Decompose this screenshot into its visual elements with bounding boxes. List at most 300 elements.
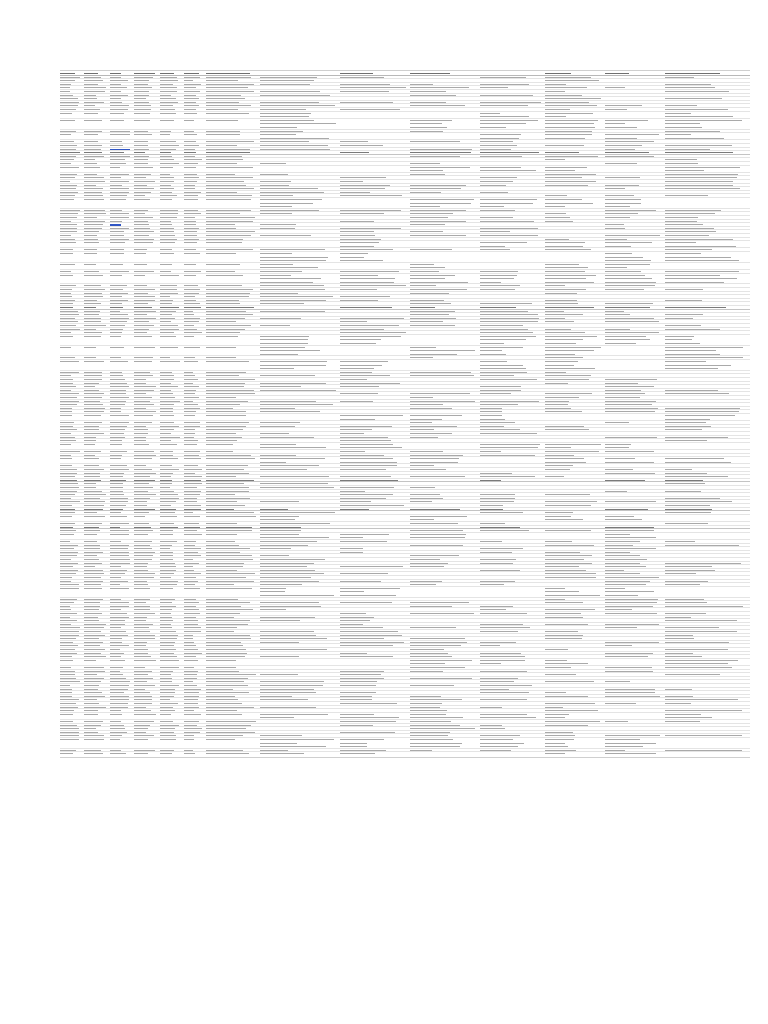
cell-text bbox=[260, 714, 328, 715]
table-cell bbox=[134, 752, 158, 758]
cell-text bbox=[340, 365, 382, 366]
cell-text bbox=[110, 660, 125, 661]
table-cell bbox=[665, 346, 745, 356]
cell-text bbox=[160, 753, 172, 754]
cell-text bbox=[665, 113, 691, 114]
table-cell bbox=[206, 587, 258, 597]
cell-text bbox=[545, 660, 567, 661]
cell-text bbox=[665, 714, 701, 715]
table-cell bbox=[184, 252, 204, 262]
table-cell bbox=[160, 274, 182, 284]
cell-text bbox=[84, 753, 103, 754]
cell-text bbox=[605, 588, 625, 589]
cell-text bbox=[160, 415, 174, 416]
cell-text bbox=[605, 591, 654, 592]
cell-text bbox=[480, 347, 523, 348]
table-cell bbox=[184, 587, 204, 597]
cell-text bbox=[206, 167, 253, 168]
cell-text bbox=[134, 415, 153, 416]
cell-text bbox=[184, 134, 197, 135]
cell-text bbox=[110, 275, 122, 276]
cell-text bbox=[84, 588, 102, 589]
table-cell bbox=[60, 274, 82, 284]
cell-text bbox=[84, 242, 99, 243]
cell-text bbox=[184, 516, 200, 517]
cell-text bbox=[340, 458, 393, 459]
cell-text bbox=[260, 113, 311, 114]
table-cell bbox=[260, 274, 338, 284]
table-cell bbox=[480, 198, 543, 208]
table-cell bbox=[110, 274, 132, 284]
cell-text bbox=[545, 278, 586, 279]
cell-text bbox=[134, 458, 152, 459]
table-cell bbox=[206, 252, 258, 262]
table-cell bbox=[605, 587, 663, 597]
cell-text bbox=[480, 278, 514, 279]
cell-text bbox=[206, 242, 242, 243]
cell-text bbox=[84, 415, 101, 416]
cell-text bbox=[545, 113, 593, 114]
cell-text bbox=[665, 120, 742, 121]
cell-text bbox=[206, 660, 236, 661]
cell-text bbox=[84, 120, 102, 121]
table-cell bbox=[206, 198, 258, 208]
cell-text bbox=[206, 444, 233, 445]
cell-text bbox=[605, 257, 643, 258]
cell-text bbox=[134, 113, 150, 114]
cell-text bbox=[605, 516, 634, 517]
table-cell bbox=[110, 738, 132, 748]
cell-text bbox=[605, 339, 650, 340]
cell-text bbox=[665, 242, 696, 243]
table-cell bbox=[340, 587, 408, 597]
cell-text bbox=[665, 365, 731, 366]
cell-text bbox=[134, 714, 156, 715]
cell-text bbox=[134, 336, 152, 337]
cell-text bbox=[410, 123, 442, 124]
table-cell bbox=[206, 346, 258, 356]
cell-text bbox=[184, 361, 198, 362]
table-cell bbox=[545, 587, 603, 597]
cell-text bbox=[410, 167, 470, 168]
cell-text bbox=[545, 347, 601, 348]
cell-text bbox=[184, 199, 198, 200]
cell-text bbox=[480, 203, 533, 204]
cell-text bbox=[134, 660, 156, 661]
table-cell bbox=[480, 738, 543, 748]
table-cell bbox=[160, 738, 182, 748]
table-cell bbox=[160, 119, 182, 129]
cell-text bbox=[260, 534, 299, 535]
cell-text bbox=[340, 444, 393, 445]
cell-text bbox=[480, 714, 527, 715]
cell-text bbox=[184, 458, 201, 459]
cell-text bbox=[545, 167, 587, 168]
cell-text bbox=[134, 242, 153, 243]
cell-text bbox=[60, 253, 73, 254]
cell-text bbox=[110, 739, 120, 740]
cell-text bbox=[545, 365, 574, 366]
cell-text bbox=[480, 120, 538, 121]
cell-text bbox=[480, 365, 523, 366]
cell-text bbox=[60, 264, 75, 265]
cell-text bbox=[110, 199, 126, 200]
table-cell bbox=[110, 752, 132, 758]
table-cell bbox=[60, 738, 82, 748]
table-cell bbox=[184, 335, 204, 345]
cell-text bbox=[134, 753, 148, 754]
cell-text bbox=[206, 588, 252, 589]
cell-text bbox=[545, 361, 578, 362]
table-cell bbox=[134, 274, 158, 284]
cell-text bbox=[665, 167, 740, 168]
cell-text bbox=[206, 534, 237, 535]
cell-text bbox=[110, 264, 123, 265]
cell-text bbox=[260, 350, 320, 351]
table-cell bbox=[410, 119, 478, 129]
cell-text bbox=[206, 275, 243, 276]
table-cell bbox=[134, 335, 158, 345]
cell-text bbox=[260, 257, 328, 258]
table-cell bbox=[605, 738, 663, 748]
table-cell bbox=[480, 119, 543, 129]
cell-text bbox=[160, 264, 172, 265]
cell-text bbox=[605, 278, 652, 279]
cell-text bbox=[110, 588, 129, 589]
cell-text bbox=[340, 714, 374, 715]
cell-text bbox=[206, 113, 249, 114]
table-cell bbox=[84, 119, 108, 129]
cell-text bbox=[110, 753, 126, 754]
cell-text bbox=[260, 336, 309, 337]
cell-text bbox=[184, 534, 202, 535]
cell-text bbox=[134, 347, 155, 348]
table-cell bbox=[410, 198, 478, 208]
table-cell bbox=[110, 119, 132, 129]
spreadsheet-page bbox=[60, 70, 750, 758]
table-cell bbox=[340, 738, 408, 748]
cell-text bbox=[480, 739, 513, 740]
cell-text bbox=[410, 264, 434, 265]
table-cell bbox=[545, 360, 603, 370]
cell-text bbox=[184, 415, 195, 416]
cell-text bbox=[260, 444, 296, 445]
cell-text bbox=[84, 660, 96, 661]
cell-text bbox=[340, 361, 388, 362]
cell-text bbox=[605, 458, 635, 459]
table-cell bbox=[480, 346, 543, 356]
cell-text bbox=[545, 714, 569, 715]
cell-text bbox=[260, 339, 308, 340]
cell-text bbox=[160, 134, 170, 135]
cell-text bbox=[340, 743, 367, 744]
cell-text bbox=[60, 347, 71, 348]
cell-text bbox=[60, 113, 72, 114]
cell-text bbox=[665, 278, 737, 279]
table-cell bbox=[665, 119, 745, 129]
cell-text bbox=[545, 336, 597, 337]
cell-text bbox=[340, 339, 381, 340]
cell-text bbox=[605, 242, 652, 243]
cell-text bbox=[480, 275, 517, 276]
cell-text bbox=[605, 253, 632, 254]
table-cell bbox=[260, 346, 338, 356]
table-cell bbox=[410, 274, 478, 284]
cell-text bbox=[605, 275, 645, 276]
cell-text bbox=[184, 275, 196, 276]
table-cell bbox=[110, 346, 132, 356]
table-cell bbox=[605, 335, 663, 345]
cell-text bbox=[480, 361, 507, 362]
cell-text bbox=[605, 336, 646, 337]
cell-text bbox=[60, 588, 79, 589]
cell-text bbox=[110, 516, 127, 517]
cell-text bbox=[665, 660, 738, 661]
cell-text bbox=[480, 336, 536, 337]
table-cell bbox=[60, 119, 82, 129]
cell-text bbox=[480, 167, 521, 168]
cell-text bbox=[184, 714, 201, 715]
cell-text bbox=[184, 253, 200, 254]
cell-text bbox=[60, 242, 76, 243]
cell-text bbox=[260, 588, 286, 589]
cell-text bbox=[410, 415, 462, 416]
table-cell bbox=[60, 752, 82, 758]
table-cell bbox=[60, 335, 82, 345]
cell-text bbox=[134, 588, 150, 589]
table-cell bbox=[545, 198, 603, 208]
cell-text bbox=[84, 134, 98, 135]
cell-text bbox=[665, 361, 706, 362]
cell-text bbox=[260, 591, 285, 592]
table-cell bbox=[160, 335, 182, 345]
table-cell bbox=[605, 752, 663, 758]
cell-text bbox=[480, 743, 524, 744]
cell-text bbox=[410, 278, 445, 279]
cell-text bbox=[260, 739, 334, 740]
cell-text bbox=[184, 347, 200, 348]
cell-text bbox=[184, 264, 196, 265]
cell-text bbox=[480, 134, 521, 135]
cell-text bbox=[60, 361, 79, 362]
cell-text bbox=[605, 739, 640, 740]
table-cell bbox=[84, 198, 108, 208]
cell-text bbox=[410, 347, 436, 348]
cell-text bbox=[110, 347, 124, 348]
cell-text bbox=[545, 350, 594, 351]
cell-text bbox=[60, 739, 79, 740]
cell-text bbox=[84, 714, 98, 715]
cell-text bbox=[184, 120, 194, 121]
cell-text bbox=[206, 739, 235, 740]
cell-text bbox=[206, 753, 249, 754]
cell-text bbox=[340, 278, 395, 279]
table-cell bbox=[545, 274, 603, 284]
cell-text bbox=[340, 588, 400, 589]
table-cell bbox=[206, 335, 258, 345]
cell-text bbox=[110, 336, 121, 337]
cell-text bbox=[340, 336, 401, 337]
table-cell bbox=[184, 360, 204, 370]
cell-text bbox=[410, 458, 459, 459]
cell-text bbox=[206, 415, 246, 416]
cell-text bbox=[410, 203, 471, 204]
cell-text bbox=[84, 336, 101, 337]
cell-text bbox=[605, 264, 650, 265]
cell-text bbox=[184, 444, 197, 445]
table-cell bbox=[184, 119, 204, 129]
cell-text bbox=[340, 415, 403, 416]
cell-text bbox=[206, 347, 236, 348]
cell-text bbox=[260, 347, 305, 348]
cell-text bbox=[410, 516, 467, 517]
cell-text bbox=[545, 199, 582, 200]
cell-text bbox=[160, 660, 179, 661]
cell-text bbox=[665, 347, 743, 348]
cell-text bbox=[110, 714, 122, 715]
cell-text bbox=[60, 458, 72, 459]
table-cell bbox=[410, 738, 478, 748]
cell-text bbox=[110, 253, 124, 254]
cell-text bbox=[60, 134, 71, 135]
table-cell bbox=[134, 252, 158, 262]
cell-text bbox=[545, 264, 579, 265]
cell-text bbox=[260, 253, 292, 254]
cell-text bbox=[665, 458, 724, 459]
cell-text bbox=[260, 120, 314, 121]
cell-text bbox=[84, 444, 95, 445]
cell-text bbox=[545, 757, 575, 758]
cell-text bbox=[340, 753, 375, 754]
table-cell bbox=[184, 198, 204, 208]
table-cell bbox=[260, 738, 338, 748]
cell-text bbox=[160, 113, 176, 114]
table-cell bbox=[184, 274, 204, 284]
cell-text bbox=[160, 275, 179, 276]
cell-text bbox=[605, 120, 648, 121]
cell-text bbox=[84, 253, 97, 254]
cell-text bbox=[260, 123, 336, 124]
table-cell bbox=[605, 119, 663, 129]
table-cell bbox=[260, 335, 338, 345]
table-cell bbox=[480, 335, 543, 345]
cell-text bbox=[160, 199, 172, 200]
table-cell bbox=[605, 198, 663, 208]
cell-text bbox=[410, 743, 462, 744]
cell-text bbox=[605, 743, 656, 744]
table-cell bbox=[480, 360, 543, 370]
table-cell bbox=[110, 335, 132, 345]
cell-text bbox=[160, 242, 175, 243]
cell-text bbox=[60, 167, 79, 168]
cell-text bbox=[184, 167, 196, 168]
cell-text bbox=[545, 339, 583, 340]
cell-text bbox=[410, 739, 453, 740]
table-cell bbox=[84, 587, 108, 597]
cell-text bbox=[134, 253, 146, 254]
table-cell bbox=[184, 738, 204, 748]
cell-text bbox=[480, 350, 502, 351]
table-cell bbox=[665, 274, 745, 284]
cell-text bbox=[184, 588, 200, 589]
cell-text bbox=[84, 113, 98, 114]
cell-text bbox=[60, 753, 73, 754]
cell-text bbox=[134, 167, 153, 168]
table-cell bbox=[60, 252, 82, 262]
cell-text bbox=[160, 361, 180, 362]
cell-text bbox=[110, 534, 129, 535]
table-cell bbox=[84, 252, 108, 262]
table-cell bbox=[545, 752, 603, 758]
table-cell bbox=[340, 752, 408, 758]
cell-text bbox=[84, 264, 96, 265]
cell-text bbox=[134, 275, 145, 276]
cell-text bbox=[160, 516, 177, 517]
cell-text bbox=[206, 120, 238, 121]
cell-text bbox=[84, 739, 104, 740]
table-cell bbox=[84, 335, 108, 345]
table-cell bbox=[60, 360, 82, 370]
cell-text bbox=[60, 275, 73, 276]
cell-text bbox=[605, 753, 656, 754]
cell-text bbox=[206, 134, 240, 135]
table-cell bbox=[134, 119, 158, 129]
cell-text bbox=[605, 134, 659, 135]
cell-text bbox=[184, 753, 195, 754]
cell-text bbox=[134, 534, 148, 535]
cell-text bbox=[480, 199, 537, 200]
cell-text bbox=[84, 275, 103, 276]
table-cell bbox=[84, 346, 108, 356]
cell-text bbox=[340, 242, 379, 243]
cell-text bbox=[545, 120, 598, 121]
cell-text bbox=[160, 588, 173, 589]
table-cell bbox=[545, 346, 603, 356]
cell-text bbox=[340, 257, 364, 258]
cell-text bbox=[260, 757, 334, 758]
cell-text bbox=[480, 660, 525, 661]
table-cell bbox=[134, 346, 158, 356]
cell-text bbox=[340, 757, 386, 758]
cell-text bbox=[260, 199, 322, 200]
cell-text bbox=[110, 134, 130, 135]
cell-text bbox=[545, 588, 565, 589]
cell-text bbox=[605, 199, 641, 200]
cell-text bbox=[184, 336, 194, 337]
cell-text bbox=[134, 199, 150, 200]
cell-text bbox=[260, 264, 293, 265]
cell-text bbox=[480, 415, 502, 416]
cell-text bbox=[545, 458, 584, 459]
cell-text bbox=[260, 743, 297, 744]
table-cell bbox=[206, 738, 258, 748]
table-cell bbox=[410, 346, 478, 356]
cell-text bbox=[110, 242, 125, 243]
cell-text bbox=[134, 444, 149, 445]
cell-text bbox=[60, 534, 74, 535]
cell-text bbox=[340, 275, 378, 276]
cell-text bbox=[110, 361, 128, 362]
cell-text bbox=[134, 516, 145, 517]
cell-text bbox=[665, 275, 720, 276]
table-cell bbox=[110, 252, 132, 262]
cell-text bbox=[206, 336, 238, 337]
cell-text bbox=[260, 361, 327, 362]
table-cell bbox=[545, 335, 603, 345]
cell-text bbox=[545, 516, 571, 517]
cell-text bbox=[410, 275, 455, 276]
cell-text bbox=[160, 534, 173, 535]
